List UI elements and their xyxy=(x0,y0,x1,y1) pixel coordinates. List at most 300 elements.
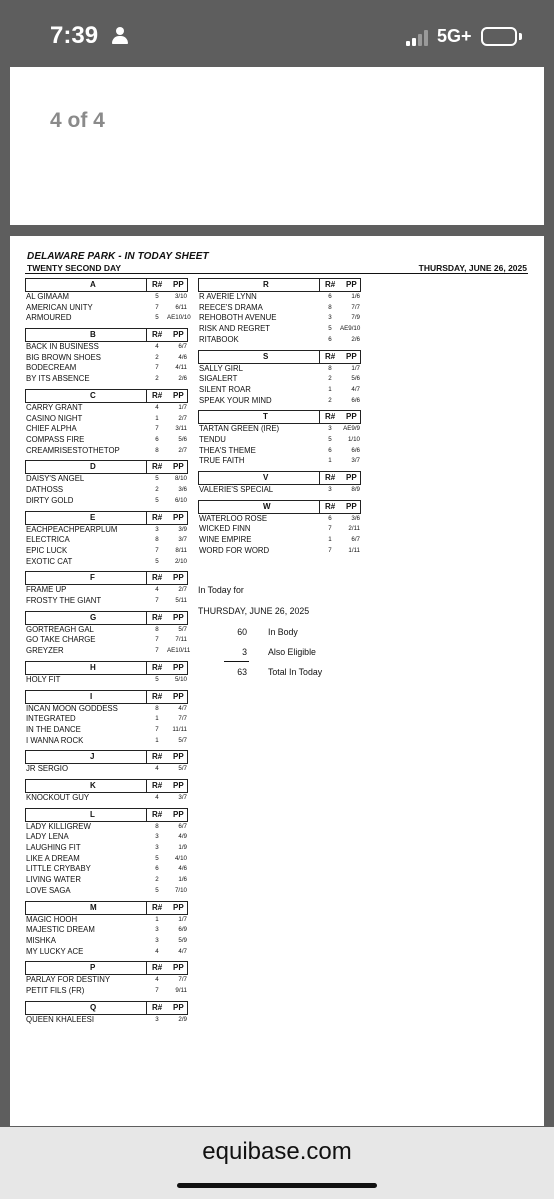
post-position: 7/10 xyxy=(174,886,187,894)
horse-name: R AVERIE LYNN xyxy=(199,292,257,301)
header-divider xyxy=(146,902,147,914)
race-number: 6 xyxy=(328,514,332,522)
post-position: 3/6 xyxy=(351,514,360,522)
horse-name: GO TAKE CHARGE xyxy=(26,635,96,645)
race-col-header: R# xyxy=(152,691,163,701)
post-position: 1/6 xyxy=(178,876,187,884)
header-divider xyxy=(146,809,147,821)
horse-name: TARTAN GREEN (IRE) xyxy=(199,424,280,434)
section-p xyxy=(25,961,188,996)
sheet-subtitle: TWENTY SECOND DAY xyxy=(27,263,121,273)
horse-entry xyxy=(25,986,188,997)
horse-entry xyxy=(25,292,188,303)
horse-entry xyxy=(25,635,188,646)
horse-entry xyxy=(25,822,188,833)
race-number: 1 xyxy=(328,457,332,465)
header-divider xyxy=(146,780,147,792)
race-number: 1 xyxy=(155,736,159,744)
race-number: 1 xyxy=(155,915,159,923)
race-col-header: R# xyxy=(152,902,163,912)
horse-entry xyxy=(198,456,361,467)
post-position: 5/6 xyxy=(178,435,187,443)
header-divider xyxy=(319,411,320,423)
pp-col-header: PP xyxy=(173,612,184,622)
post-position: 6/9 xyxy=(178,926,187,934)
horse-entry xyxy=(25,424,188,435)
horse-entry xyxy=(198,364,361,375)
race-number: 6 xyxy=(328,446,332,454)
post-position: 1/7 xyxy=(351,364,360,372)
race-number: 2 xyxy=(328,396,332,404)
header-divider xyxy=(319,279,320,291)
section-header xyxy=(25,1001,188,1015)
horse-entry xyxy=(25,793,188,804)
horse-name: BACK IN BUSINESS xyxy=(26,342,99,352)
horse-entry xyxy=(198,514,361,525)
race-number: 5 xyxy=(155,557,159,565)
post-position: 4/6 xyxy=(178,865,187,873)
horse-name: EXOTIC CAT xyxy=(26,556,73,566)
race-col-header: R# xyxy=(325,280,336,289)
horse-entry xyxy=(25,303,188,314)
race-number: 7 xyxy=(328,525,332,533)
pp-col-header: PP xyxy=(173,573,184,583)
race-number: 8 xyxy=(155,822,159,830)
horse-entry xyxy=(25,525,188,536)
horse-name: HOLY FIT xyxy=(26,674,61,684)
race-number: 4 xyxy=(155,794,159,801)
horse-name: MAGIC HOOH xyxy=(26,914,78,924)
section-letter: W xyxy=(263,501,271,511)
horse-entry xyxy=(25,403,188,414)
person-icon xyxy=(112,27,128,45)
section-q xyxy=(25,1001,188,1026)
horse-entry xyxy=(198,396,361,407)
post-position: 3/11 xyxy=(175,425,187,433)
pp-col-header: PP xyxy=(346,473,357,483)
post-position: 4/10 xyxy=(174,854,187,862)
section-h xyxy=(25,661,188,686)
section-header xyxy=(198,410,361,424)
horse-entry xyxy=(25,915,188,926)
horse-entry xyxy=(198,446,361,457)
horse-name: CARRY GRANT xyxy=(26,402,83,412)
race-number: 3 xyxy=(155,525,159,533)
race-col-header: R# xyxy=(152,462,163,472)
post-position: 1/9 xyxy=(178,844,187,852)
post-position: 2/6 xyxy=(178,375,187,383)
horse-entry xyxy=(25,675,188,686)
race-number: 8 xyxy=(155,704,159,712)
post-position: 7/7 xyxy=(351,303,360,311)
horse-name: CASINO NIGHT xyxy=(26,413,83,423)
horse-name: VALERIE'S SPECIAL xyxy=(199,485,274,495)
post-position: 3/7 xyxy=(178,794,187,801)
race-number: 7 xyxy=(328,546,332,554)
race-number: 4 xyxy=(155,947,159,955)
horse-name: TENDU xyxy=(199,434,226,444)
race-number: 7 xyxy=(155,636,159,644)
post-position: 5/11 xyxy=(175,596,187,604)
race-number: 6 xyxy=(328,335,332,343)
race-col-header: R# xyxy=(152,781,163,790)
race-col-header: R# xyxy=(152,809,163,819)
section-j xyxy=(25,750,188,775)
race-number: 8 xyxy=(328,364,332,372)
race-col-header: R# xyxy=(152,752,163,762)
post-position: 8/10 xyxy=(174,475,187,483)
section-header xyxy=(25,961,188,975)
section-r xyxy=(198,278,361,345)
post-position: 2/7 xyxy=(178,586,187,594)
race-col-header: R# xyxy=(152,963,163,973)
section-header xyxy=(198,350,361,364)
horse-name: DAISY'S ANGEL xyxy=(26,474,85,484)
horse-name: ELECTRICA xyxy=(26,535,70,545)
header-divider xyxy=(146,390,147,402)
horse-entry xyxy=(25,764,188,775)
horse-name: WATERLOO ROSE xyxy=(199,513,268,523)
post-position: 1/7 xyxy=(178,915,187,923)
horse-entry xyxy=(25,1015,188,1026)
pp-col-header: PP xyxy=(173,1002,184,1012)
post-position: 8/9 xyxy=(351,486,360,494)
race-col-header: R# xyxy=(152,612,163,622)
section-header xyxy=(25,779,188,793)
horse-name: RITABOOK xyxy=(199,334,239,344)
horse-name: I WANNA ROCK xyxy=(26,735,84,745)
horse-entry xyxy=(25,843,188,854)
horse-name: LAUGHING FIT xyxy=(26,843,81,853)
horse-name: SPEAK YOUR MIND xyxy=(199,395,272,405)
horse-entry xyxy=(25,864,188,875)
horse-name: MISHKA xyxy=(26,935,56,945)
section-l xyxy=(25,808,188,897)
in-today-sheet xyxy=(10,236,544,1126)
horse-entry xyxy=(25,313,191,324)
section-letter: E xyxy=(90,512,96,522)
race-col-header: R# xyxy=(325,351,336,361)
horse-entry xyxy=(25,585,188,596)
section-header xyxy=(25,460,188,474)
horse-entry xyxy=(25,875,188,886)
horse-name: KNOCKOUT GUY xyxy=(26,793,90,802)
horse-entry xyxy=(25,557,188,568)
total-text: Total In Today xyxy=(268,667,323,677)
totals-date: THURSDAY, JUNE 26, 2025 xyxy=(198,606,310,616)
race-number: 6 xyxy=(155,435,159,443)
post-position: 5/7 xyxy=(178,765,187,773)
race-col-header: R# xyxy=(325,473,336,483)
pp-col-header: PP xyxy=(346,351,357,361)
horse-name: FROSTY THE GIANT xyxy=(26,595,102,605)
pp-col-header: PP xyxy=(173,963,184,973)
race-col-header: R# xyxy=(152,662,163,672)
race-number: 5 xyxy=(155,293,159,300)
race-number: 7 xyxy=(155,987,159,995)
race-number: 3 xyxy=(155,844,159,852)
section-e xyxy=(25,511,188,568)
horse-entry xyxy=(198,313,361,324)
horse-name: GREYZER xyxy=(26,646,64,656)
pp-col-header: PP xyxy=(346,412,357,422)
post-position: 5/9 xyxy=(178,936,187,944)
race-number: 1 xyxy=(328,536,332,544)
race-number: 7 xyxy=(155,425,159,433)
pp-col-header: PP xyxy=(173,512,184,522)
site-url[interactable]: equibase.com xyxy=(202,1138,352,1165)
post-position: 2/6 xyxy=(351,335,360,343)
horse-name: MY LUCKY ACE xyxy=(26,946,84,956)
race-number: 3 xyxy=(155,926,159,934)
post-position: 6/6 xyxy=(351,446,360,454)
section-header xyxy=(25,328,188,342)
section-s xyxy=(198,350,361,407)
horse-entry xyxy=(25,736,188,747)
race-col-header: R# xyxy=(325,412,336,422)
section-letter: D xyxy=(90,462,96,472)
post-position: 2/7 xyxy=(178,446,187,454)
section-header xyxy=(25,808,188,822)
horse-name: ARMOURED xyxy=(26,313,72,323)
section-header xyxy=(25,389,188,403)
race-number: 2 xyxy=(155,486,159,494)
horse-entry xyxy=(25,725,188,736)
horse-entry xyxy=(198,374,361,385)
horse-entry xyxy=(25,714,188,725)
header-divider xyxy=(146,329,147,341)
race-number: 7 xyxy=(155,546,159,554)
section-letter: H xyxy=(90,662,96,672)
section-header xyxy=(25,661,188,675)
horse-name: PETIT FILS (FR) xyxy=(26,986,85,996)
section-header xyxy=(25,571,188,585)
horse-entry xyxy=(25,925,188,936)
total-row-body xyxy=(198,627,378,641)
horse-name: THEA'S THEME xyxy=(199,445,256,455)
section-v xyxy=(198,471,361,496)
post-position: AE9/9 xyxy=(343,425,360,433)
race-number: 7 xyxy=(155,725,159,733)
post-position: 6/7 xyxy=(178,822,187,830)
post-position: 4/7 xyxy=(178,704,187,712)
horse-name: QUEEN KHALEESI xyxy=(26,1014,95,1024)
horse-name: INCAN MOON GODDESS xyxy=(26,703,118,713)
horse-entry xyxy=(198,535,361,546)
horse-name: LIKE A DREAM xyxy=(26,853,80,863)
battery-tip xyxy=(519,33,522,40)
battery-icon xyxy=(481,27,517,46)
horse-entry xyxy=(198,385,361,396)
pp-col-header: PP xyxy=(173,752,184,762)
horse-entry xyxy=(25,646,191,657)
post-position: 4/7 xyxy=(351,385,360,393)
section-t xyxy=(198,410,361,467)
pp-col-header: PP xyxy=(173,330,184,340)
section-letter: Q xyxy=(90,1002,97,1012)
home-indicator[interactable] xyxy=(177,1183,377,1188)
race-col-header: R# xyxy=(152,390,163,400)
horse-name: GORTREAGH GAL xyxy=(26,624,94,634)
network-label: 5G+ xyxy=(437,26,472,46)
race-number: 5 xyxy=(155,314,159,322)
horse-name: REECE'S DRAMA xyxy=(199,302,263,312)
horse-name: DATHOSS xyxy=(26,485,64,495)
horse-name: JR SERGIO xyxy=(26,764,69,774)
horse-entry xyxy=(25,936,188,947)
section-letter: S xyxy=(263,351,269,361)
race-number: 6 xyxy=(328,293,332,300)
sheet-title: DELAWARE PARK - IN TODAY SHEET xyxy=(27,251,209,262)
total-row-eligible xyxy=(198,647,378,661)
pp-col-header: PP xyxy=(173,781,184,790)
section-letter: P xyxy=(90,963,96,973)
horse-name: BY ITS ABSENCE xyxy=(26,374,90,384)
horse-name: COMPASS FIRE xyxy=(26,434,85,444)
header-divider xyxy=(319,351,320,363)
horse-name: LADY LENA xyxy=(26,832,69,842)
pp-col-header: PP xyxy=(173,809,184,819)
horse-name: AL GIMAAM xyxy=(26,292,70,301)
race-number: 8 xyxy=(155,446,159,454)
horse-entry xyxy=(25,975,188,986)
header-rule xyxy=(25,273,528,274)
horse-entry xyxy=(198,324,361,335)
post-position: 3/10 xyxy=(174,293,187,300)
header-divider xyxy=(146,461,147,473)
post-position: 4/6 xyxy=(178,353,187,361)
section-header xyxy=(25,611,188,625)
post-position: 8/11 xyxy=(175,546,187,554)
horse-entry xyxy=(25,546,188,557)
header-divider xyxy=(146,662,147,674)
section-letter: A xyxy=(90,280,96,289)
race-number: 3 xyxy=(155,833,159,841)
section-header xyxy=(198,278,361,292)
race-number: 5 xyxy=(155,496,159,504)
horse-name: BODECREAM xyxy=(26,363,77,373)
race-number: 2 xyxy=(328,375,332,383)
horse-entry xyxy=(25,374,188,385)
section-letter: T xyxy=(263,412,268,422)
total-text: Also Eligible xyxy=(268,647,316,657)
section-header xyxy=(198,471,361,485)
post-position: AE10/10 xyxy=(167,314,191,322)
horse-name: CHIEF ALPHA xyxy=(26,424,77,434)
horse-entry xyxy=(25,625,188,636)
horse-name: WORD FOR WORD xyxy=(199,545,270,555)
post-position: 6/7 xyxy=(178,343,187,351)
horse-name: REHOBOTH AVENUE xyxy=(199,313,277,323)
section-letter: I xyxy=(90,691,93,701)
totals-label: In Today for xyxy=(198,585,244,595)
section-d xyxy=(25,460,188,506)
horse-entry xyxy=(198,335,361,346)
horse-entry xyxy=(25,886,188,897)
horse-name: MAJESTIC DREAM xyxy=(26,925,95,935)
post-position: 9/11 xyxy=(175,987,187,995)
race-col-header: R# xyxy=(152,1002,163,1012)
race-number: 7 xyxy=(155,303,159,311)
pp-col-header: PP xyxy=(173,691,184,701)
post-position: 6/10 xyxy=(174,496,187,504)
horse-name: LOVE SAGA xyxy=(26,885,71,895)
section-g xyxy=(25,611,191,657)
header-divider xyxy=(146,279,147,291)
horse-entry xyxy=(198,424,361,435)
post-position: 1/6 xyxy=(351,293,360,300)
horse-name: IN THE DANCE xyxy=(26,724,81,734)
section-header xyxy=(25,750,188,764)
total-row-total xyxy=(198,667,378,681)
browser-footer xyxy=(0,1127,554,1199)
pp-col-header: PP xyxy=(173,462,184,472)
header-divider xyxy=(146,1002,147,1014)
horse-name: WICKED FINN xyxy=(199,524,251,534)
total-count: 63 xyxy=(237,667,247,677)
race-number: 5 xyxy=(155,675,159,683)
horse-name: EACHPEACHPEARPLUM xyxy=(26,524,118,534)
header-divider xyxy=(146,612,147,624)
horse-entry xyxy=(198,485,361,496)
section-k xyxy=(25,779,188,804)
section-letter: F xyxy=(90,573,95,583)
page-counter: 4 of 4 xyxy=(50,109,105,132)
total-text: In Body xyxy=(268,627,298,637)
race-number: 7 xyxy=(155,647,159,655)
race-number: 8 xyxy=(155,625,159,633)
section-a xyxy=(25,278,191,324)
header-divider xyxy=(146,691,147,703)
pp-col-header: PP xyxy=(346,280,357,289)
post-position: 3/7 xyxy=(351,457,360,465)
post-position: 1/7 xyxy=(178,403,187,411)
total-count: 60 xyxy=(237,627,247,637)
race-number: 7 xyxy=(155,596,159,604)
post-position: 7/9 xyxy=(351,314,360,322)
horse-entry xyxy=(25,446,188,457)
section-header xyxy=(25,901,188,915)
race-number: 2 xyxy=(155,375,159,383)
section-letter: R xyxy=(263,280,269,289)
post-position: 6/6 xyxy=(351,396,360,404)
race-number: 3 xyxy=(155,936,159,944)
pp-col-header: PP xyxy=(173,902,184,912)
horse-name: CREAMRISESTOTHETOP xyxy=(26,445,120,455)
race-number: 5 xyxy=(155,475,159,483)
horse-name: INTEGRATED xyxy=(26,714,76,724)
signal-icon xyxy=(406,30,430,46)
race-number: 4 xyxy=(155,403,159,411)
post-position: 5/7 xyxy=(178,736,187,744)
post-position: 4/9 xyxy=(178,833,187,841)
section-m xyxy=(25,901,188,958)
race-number: 4 xyxy=(155,976,159,984)
status-bar xyxy=(0,0,554,66)
horse-name: PARLAY FOR DESTINY xyxy=(26,975,111,985)
post-position: 6/11 xyxy=(175,303,187,311)
section-header xyxy=(25,511,188,525)
race-number: 8 xyxy=(155,536,159,544)
race-number: 7 xyxy=(155,364,159,372)
race-number: 1 xyxy=(155,414,159,422)
race-number: 1 xyxy=(328,385,332,393)
total-count: 3 xyxy=(242,647,247,657)
post-position: 6/7 xyxy=(351,536,360,544)
race-number: 5 xyxy=(155,886,159,894)
race-number: 5 xyxy=(155,854,159,862)
header-divider xyxy=(146,512,147,524)
